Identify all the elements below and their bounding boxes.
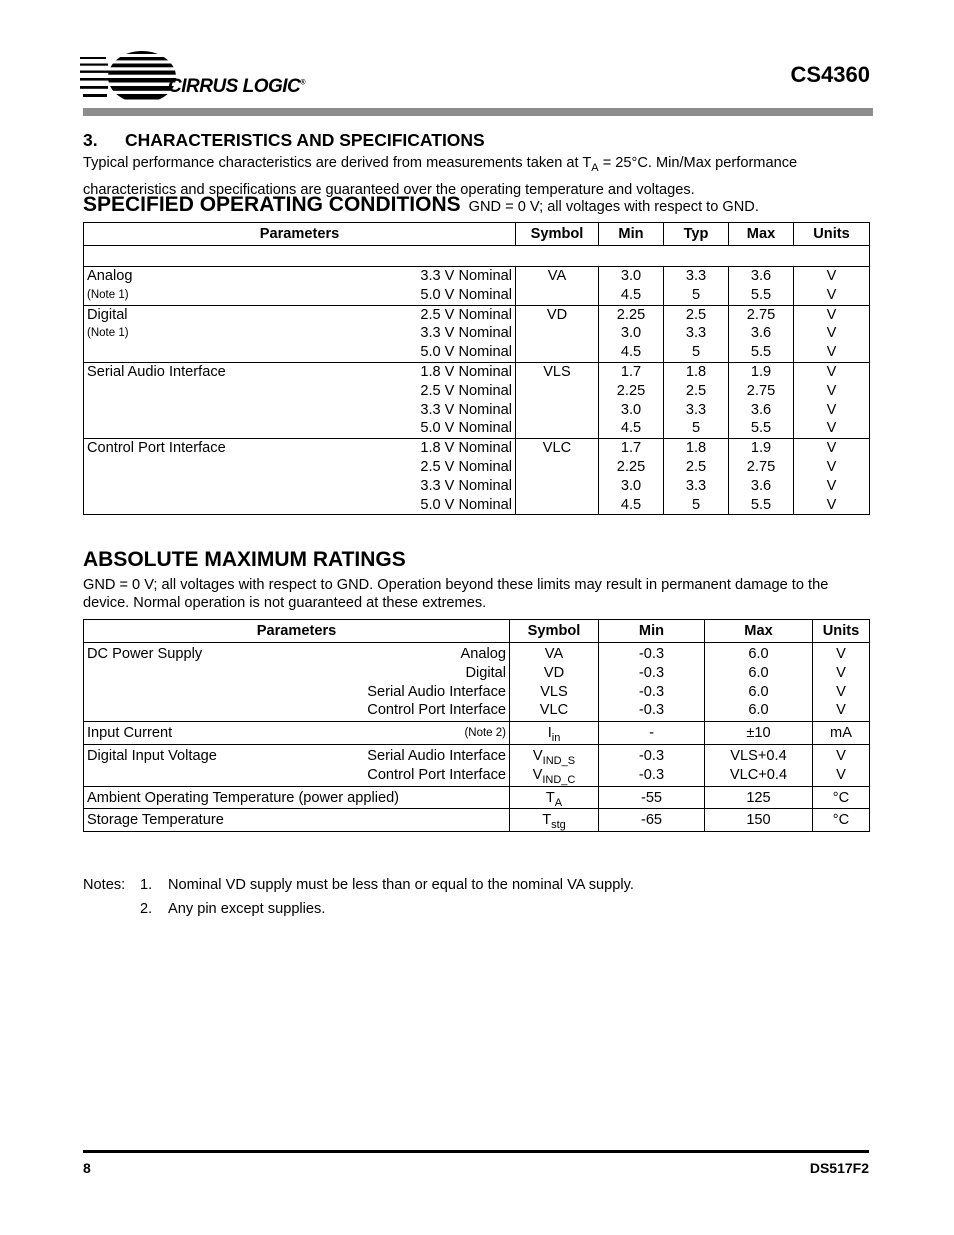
amr-symbol-base: V <box>532 747 543 764</box>
intro-subscript: A <box>591 161 599 174</box>
soc-param-name: Serial Audio Interface <box>87 363 226 380</box>
soc-spacer-row <box>84 246 870 267</box>
soc-units-value: V <box>826 458 837 475</box>
soc-max-value: 5.5 <box>750 344 772 361</box>
amr-title: ABSOLUTE MAXIMUM RATINGS <box>83 548 406 571</box>
amr-col-header: Units <box>813 620 870 643</box>
soc-param-name: Control Port Interface <box>87 440 226 457</box>
soc-typ-value: 1.8 <box>685 440 707 457</box>
amr-symbol-cell <box>510 722 599 745</box>
soc-param-name: Digital <box>87 306 128 323</box>
soc-units-cell <box>794 362 870 438</box>
soc-condition: 5.0 V Nominal <box>420 344 512 361</box>
amr-param-name: Storage Temperature <box>87 812 224 829</box>
soc-heading <box>83 193 759 217</box>
amr-symbol-base: T <box>542 812 552 829</box>
amr-max-cell <box>705 744 813 786</box>
amr-units-value: V <box>836 747 846 764</box>
soc-subtitle: GND = 0 V; all voltages with respect to GND. <box>468 199 759 215</box>
amr-condition: Serial Audio Interface <box>367 683 506 700</box>
soc-max-value: 3.6 <box>750 268 772 284</box>
amr-max-cell <box>705 786 813 809</box>
soc-condition: 3.3 V Nominal <box>420 325 512 342</box>
amr-max-value: 6.0 <box>748 646 769 662</box>
amr-min-value: -0.3 <box>638 646 665 662</box>
amr-max-cell <box>705 809 813 832</box>
amr-param-name: Input Current <box>87 725 173 742</box>
soc-symbol-cell <box>516 305 599 362</box>
soc-col-header: Typ <box>664 223 729 246</box>
soc-col-header: Symbol <box>516 223 599 246</box>
soc-max-value: 5.5 <box>750 496 772 513</box>
amr-param-cell <box>84 643 510 722</box>
soc-units-value: V <box>826 401 837 418</box>
soc-min-value: 2.25 <box>616 306 646 323</box>
soc-units-value: V <box>826 286 837 303</box>
amr-units-value: °C <box>832 812 850 829</box>
logo-globe-icon <box>80 48 180 108</box>
amr-max-value: VLC+0.4 <box>729 766 788 783</box>
amr-note-ref: (Note 2) <box>464 727 506 740</box>
amr-max-value: 6.0 <box>748 664 769 681</box>
soc-max-value: 1.9 <box>750 440 772 457</box>
amr-symbol-sub: A <box>554 796 563 809</box>
soc-symbol: VLS <box>543 363 571 380</box>
soc-typ-value: 1.8 <box>685 363 707 380</box>
soc-table-row <box>84 305 870 362</box>
amr-symbol <box>510 747 598 766</box>
amr-units-cell <box>813 744 870 786</box>
amr-condition: Serial Audio Interface <box>367 747 506 764</box>
amr-table <box>83 619 870 832</box>
soc-typ-value: 3.3 <box>685 477 707 494</box>
soc-param-label <box>84 267 132 305</box>
soc-min-cell <box>599 305 664 362</box>
soc-col-header: Units <box>794 223 870 246</box>
soc-max-value: 3.6 <box>750 401 772 418</box>
amr-max-value: ±10 <box>746 725 771 742</box>
soc-units-value: V <box>826 344 837 361</box>
soc-max-value: 5.5 <box>750 286 772 303</box>
soc-max-value: 2.75 <box>746 382 776 399</box>
amr-table-row <box>84 722 870 745</box>
amr-symbol-sub: IND_C <box>542 773 576 786</box>
soc-typ-value: 3.3 <box>685 268 707 284</box>
soc-table-row <box>84 362 870 438</box>
note-text: Nominal VD supply must be less than or equal to the nominal VA supply. <box>168 877 634 893</box>
soc-min-value: 1.7 <box>620 440 642 457</box>
amr-col-header: Parameters <box>84 620 510 643</box>
soc-col-header: Max <box>729 223 794 246</box>
amr-min-value: -0.3 <box>638 683 665 700</box>
soc-typ-cell <box>664 439 729 515</box>
soc-max-cell <box>729 439 794 515</box>
soc-condition: 3.3 V Nominal <box>420 268 512 284</box>
amr-table-row <box>84 744 870 786</box>
amr-min-value: - <box>649 725 654 742</box>
amr-min-cell <box>599 744 705 786</box>
amr-min-cell <box>599 722 705 745</box>
registered-mark: ® <box>300 79 305 87</box>
amr-symbol-sub: in <box>551 732 561 745</box>
soc-max-cell <box>729 362 794 438</box>
amr-condition: Digital <box>465 664 506 681</box>
amr-symbol <box>510 664 598 683</box>
soc-units-value: V <box>826 325 837 342</box>
amr-units-value: V <box>836 683 846 700</box>
soc-min-cell <box>599 362 664 438</box>
amr-symbol-base: V <box>532 766 543 783</box>
section-title: CHARACTERISTICS AND SPECIFICATIONS <box>125 130 485 150</box>
soc-typ-value: 5 <box>691 286 701 303</box>
soc-condition: 5.0 V Nominal <box>420 496 512 513</box>
soc-typ-cell <box>664 305 729 362</box>
cirrus-logic-logo <box>80 48 330 108</box>
amr-param-cell <box>84 786 510 809</box>
amr-symbol-cell <box>510 786 599 809</box>
soc-condition: 3.3 V Nominal <box>420 477 512 494</box>
amr-col-header: Max <box>705 620 813 643</box>
soc-units-cell <box>794 439 870 515</box>
soc-symbol-cell <box>516 362 599 438</box>
soc-param-conditions <box>84 306 515 362</box>
note-number: 1. <box>140 877 153 893</box>
soc-symbol: VA <box>547 268 567 284</box>
soc-typ-value: 2.5 <box>685 382 707 399</box>
soc-symbol-cell <box>516 439 599 515</box>
soc-symbol: VLC <box>542 440 572 457</box>
amr-min-cell <box>599 643 705 722</box>
amr-max-cell <box>705 722 813 745</box>
amr-table-row <box>84 786 870 809</box>
note-text: Any pin except supplies. <box>168 901 326 917</box>
amr-min-cell <box>599 809 705 832</box>
amr-max-value: VLS+0.4 <box>730 747 787 764</box>
soc-min-value: 3.0 <box>620 325 642 342</box>
amr-symbol <box>510 701 598 720</box>
amr-symbol-base: VA <box>544 646 564 662</box>
amr-header-row <box>84 620 870 643</box>
soc-min-value: 3.0 <box>620 401 642 418</box>
soc-header-row <box>84 223 870 246</box>
amr-symbol <box>510 683 598 702</box>
soc-typ-cell <box>664 267 729 306</box>
amr-symbol-sub: IND_S <box>542 754 576 767</box>
amr-table-row <box>84 643 870 722</box>
soc-min-value: 4.5 <box>620 496 642 513</box>
doc-code: DS517F2 <box>809 1160 869 1176</box>
amr-symbol-base: VLC <box>539 702 569 719</box>
amr-min-value: -65 <box>640 812 663 829</box>
soc-units-value: V <box>826 496 837 513</box>
amr-symbol-base: VD <box>543 664 565 681</box>
soc-symbol: VD <box>546 306 568 323</box>
soc-param-label <box>84 363 226 382</box>
soc-max-value: 5.5 <box>750 420 772 437</box>
soc-col-header: Min <box>599 223 664 246</box>
amr-col-header: Min <box>599 620 705 643</box>
amr-condition: Control Port Interface <box>367 702 506 719</box>
soc-param-name: Analog <box>87 268 133 284</box>
note-number: 2. <box>140 901 153 917</box>
soc-col-header: Parameters <box>84 223 516 246</box>
soc-typ-value: 3.3 <box>685 401 707 418</box>
soc-spacer-cell <box>84 246 870 267</box>
amr-symbol <box>510 724 598 743</box>
soc-condition: 3.3 V Nominal <box>420 401 512 418</box>
soc-param-label <box>84 306 129 344</box>
amr-units-value: mA <box>830 725 852 742</box>
soc-condition: 2.5 V Nominal <box>420 458 512 475</box>
soc-max-value: 3.6 <box>750 477 772 494</box>
amr-min-value: -0.3 <box>638 747 665 764</box>
amr-symbol-cell <box>510 643 599 722</box>
soc-typ-value: 2.5 <box>685 306 707 323</box>
amr-units-value: °C <box>832 789 850 806</box>
soc-max-cell <box>729 305 794 362</box>
intro-text-1: Typical performance characteristics are derived from measurements taken at T <box>83 155 592 171</box>
soc-condition: 2.5 V Nominal <box>420 306 512 323</box>
soc-table-row <box>84 439 870 515</box>
amr-min-value: -0.3 <box>638 664 665 681</box>
amr-symbol-cell <box>510 744 599 786</box>
intro-text-2: = 25°C. Min/Max performance characteristics and specifications are guaranteed over the operating temperature and voltages. <box>83 155 798 198</box>
soc-min-value: 3.0 <box>620 477 642 494</box>
soc-param-conditions <box>84 267 515 305</box>
soc-typ-value: 3.3 <box>685 325 707 342</box>
soc-param-cell <box>84 362 516 438</box>
soc-units-cell <box>794 305 870 362</box>
soc-param-cell <box>84 439 516 515</box>
soc-units-value: V <box>826 306 837 323</box>
amr-min-value: -55 <box>640 789 663 806</box>
soc-condition: 2.5 V Nominal <box>420 382 512 399</box>
soc-units-value: V <box>826 268 837 284</box>
section-number: 3. <box>83 130 98 150</box>
amr-max-cell <box>705 643 813 722</box>
amr-max-value: 150 <box>746 812 771 829</box>
soc-units-value: V <box>826 363 837 380</box>
section-heading <box>83 130 485 151</box>
amr-intro: GND = 0 V; all voltages with respect to GND. Operation beyond these limits may result in permanent damage to the device. Normal operation is not guaranteed at these extremes. <box>83 577 829 611</box>
header-bar <box>83 108 873 116</box>
soc-min-value: 4.5 <box>620 286 642 303</box>
amr-condition: Control Port Interface <box>367 766 506 783</box>
amr-col-header: Symbol <box>510 620 599 643</box>
soc-condition: 1.8 V Nominal <box>420 440 512 457</box>
soc-min-value: 4.5 <box>620 420 642 437</box>
amr-units-value: V <box>836 702 846 719</box>
soc-units-value: V <box>826 420 837 437</box>
amr-param-cell <box>84 722 510 745</box>
amr-min-cell <box>599 786 705 809</box>
soc-max-value: 2.75 <box>746 458 776 475</box>
amr-symbol-sub: stg <box>551 819 566 832</box>
amr-units-cell <box>813 786 870 809</box>
footer-rule <box>83 1150 869 1153</box>
soc-title: SPECIFIED OPERATING CONDITIONS <box>83 193 461 216</box>
amr-symbol-cell <box>510 809 599 832</box>
doc-title: CS4360 <box>790 62 870 87</box>
amr-max-value: 6.0 <box>748 702 769 719</box>
soc-typ-value: 5 <box>691 344 701 361</box>
amr-param-cell <box>84 809 510 832</box>
soc-condition: 1.8 V Nominal <box>420 363 512 380</box>
notes-label: Notes: <box>83 877 126 893</box>
amr-symbol <box>510 789 598 808</box>
amr-units-cell <box>813 809 870 832</box>
amr-symbol <box>510 645 598 664</box>
amr-units-value: V <box>836 766 846 783</box>
soc-condition: 5.0 V Nominal <box>420 420 512 437</box>
page-number: 8 <box>83 1160 91 1176</box>
amr-max-value: 6.0 <box>748 683 769 700</box>
amr-symbol <box>510 811 598 830</box>
soc-symbol-cell <box>516 267 599 306</box>
soc-typ-cell <box>664 362 729 438</box>
amr-table-row <box>84 809 870 832</box>
soc-param-cell <box>84 305 516 362</box>
amr-symbol-base: I <box>547 725 552 742</box>
soc-max-value: 1.9 <box>750 363 772 380</box>
soc-param-label <box>84 439 226 458</box>
soc-note-ref: (Note 1) <box>87 288 129 301</box>
soc-min-value: 2.25 <box>616 382 646 399</box>
soc-min-cell <box>599 267 664 306</box>
amr-units-cell <box>813 722 870 745</box>
soc-typ-value: 5 <box>691 420 701 437</box>
amr-units-value: V <box>836 664 846 681</box>
amr-symbol <box>510 766 598 785</box>
amr-min-value: -0.3 <box>638 702 665 719</box>
soc-condition: 5.0 V Nominal <box>420 286 512 303</box>
soc-max-value: 2.75 <box>746 306 776 323</box>
soc-max-value: 3.6 <box>750 325 772 342</box>
soc-min-cell <box>599 439 664 515</box>
soc-min-value: 2.25 <box>616 458 646 475</box>
logo-text: CIRRUS LOGIC <box>168 76 301 97</box>
amr-symbol-base: T <box>545 789 555 806</box>
amr-param-cell <box>84 744 510 786</box>
amr-units-value: V <box>836 646 846 662</box>
amr-min-value: -0.3 <box>638 766 665 783</box>
amr-param-name: Ambient Operating Temperature (power applied) <box>87 789 400 806</box>
amr-condition: Analog <box>460 646 506 662</box>
soc-min-value: 4.5 <box>620 344 642 361</box>
amr-param-name: DC Power Supply <box>87 646 203 662</box>
amr-param-name: Digital Input Voltage <box>87 747 217 764</box>
amr-symbol-base: VLS <box>540 683 568 700</box>
amr-max-value: 125 <box>746 789 771 806</box>
soc-min-value: 1.7 <box>620 363 642 380</box>
soc-table-row <box>84 267 870 306</box>
soc-param-cell <box>84 267 516 306</box>
soc-max-cell <box>729 267 794 306</box>
soc-units-cell <box>794 267 870 306</box>
soc-typ-value: 5 <box>691 496 701 513</box>
soc-units-value: V <box>826 382 837 399</box>
soc-note-ref: (Note 1) <box>87 327 129 340</box>
soc-typ-value: 2.5 <box>685 458 707 475</box>
soc-table <box>83 222 870 515</box>
amr-units-cell <box>813 643 870 722</box>
soc-units-value: V <box>826 477 837 494</box>
soc-units-value: V <box>826 440 837 457</box>
soc-min-value: 3.0 <box>620 268 642 284</box>
